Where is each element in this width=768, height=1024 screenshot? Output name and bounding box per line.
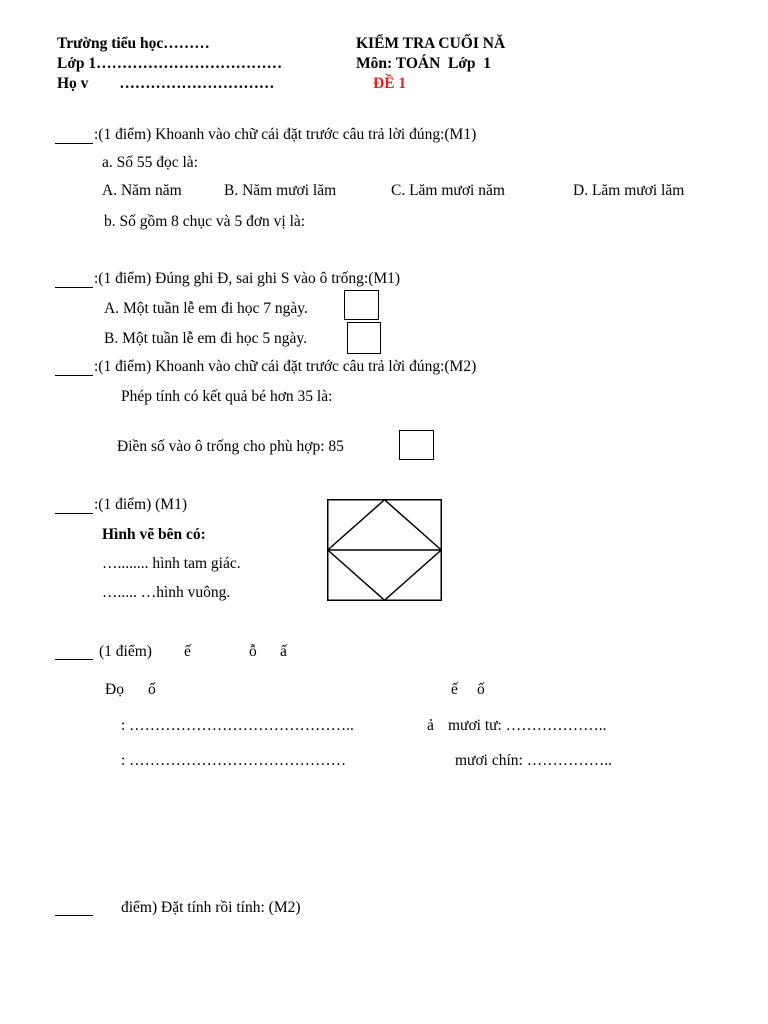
q5-row1-left: : ……………………………………..	[121, 717, 354, 734]
q4-title: :(1 điểm) (M1)	[94, 496, 187, 513]
q5-col2-head: ế	[451, 681, 458, 698]
q3-stem: Phép tính có kết quả bé hơn 35 là:	[121, 388, 333, 405]
q4-square-line: …..... …hình vuông.	[102, 584, 231, 601]
score-blank-q5	[55, 659, 93, 660]
school-field: Trường tiểu học………	[57, 35, 210, 52]
q1-option-a: A. Năm năm	[102, 182, 182, 199]
exam-code: ĐỀ 1	[373, 75, 407, 92]
q5-row2-right: mươi chín: ……………..	[455, 752, 612, 769]
q2-item-a: A. Một tuần lễ em đi học 7 ngày.	[104, 300, 308, 317]
figure-upper-triangle	[328, 500, 442, 550]
name-field: Họ v …………………………	[57, 75, 275, 92]
class-field: Lớp 1………………………………	[57, 55, 283, 72]
q2-item-b: B. Một tuần lễ em đi học 5 ngày.	[104, 330, 308, 347]
q5-title: (1 điểm)	[99, 643, 152, 660]
q5-row1-right-a: ả	[427, 717, 434, 734]
score-blank-q1	[55, 143, 93, 144]
q1-option-b: B. Năm mươi lăm	[224, 182, 337, 199]
q1-a-stem: a. Số 55 đọc là:	[102, 154, 198, 171]
q5-row2-left: : ……………………………………	[121, 752, 347, 769]
q5-col2-head-b: ố	[477, 681, 485, 698]
q2-title: :(1 điểm) Đúng ghi Đ, sai ghi S vào ô trống:(M1)	[94, 270, 401, 287]
q4-triangle-line: …........ hình tam giác.	[102, 555, 241, 572]
answer-box-b[interactable]	[347, 322, 381, 354]
exam-title: KIỂM TRA CUỐI NĂ	[356, 35, 506, 52]
q5-col1-head: Đọ	[105, 681, 124, 698]
q4-subtitle: Hình vẽ bên có:	[102, 526, 206, 543]
score-blank-q4	[55, 513, 93, 514]
q5-fragment-3: ấ	[280, 643, 287, 660]
q3-fill-text: Điền số vào ô trống cho phù hợp: 85	[117, 438, 344, 455]
q6-title: điểm) Đặt tính rồi tính: (M2)	[121, 899, 301, 916]
q1-b-stem: b. Số gồm 8 chục và 5 đơn vị là:	[104, 213, 306, 230]
score-blank-q3	[55, 375, 93, 376]
q5-fragment-1: ế	[184, 643, 191, 660]
q5-fragment-2: ỗ	[249, 643, 257, 660]
q5-row1-right-b: mươi tư: ………………..	[448, 717, 607, 734]
subject-line: Môn: TOÁN Lớp 1	[356, 55, 492, 72]
fill-box[interactable]	[399, 430, 434, 460]
q3-title: :(1 điểm) Khoanh vào chữ cái đặt trước câu trả lời đúng:(M2)	[94, 358, 477, 375]
q1-option-c: C. Lăm mươi năm	[391, 182, 505, 199]
score-blank-q2	[55, 287, 93, 288]
q1-option-d: D. Lăm mươi lăm	[573, 182, 685, 199]
q5-col1-head-b: ố	[148, 681, 156, 698]
figure-lower-triangle	[328, 550, 442, 600]
geometry-figure	[327, 499, 443, 602]
score-blank-q6	[55, 915, 93, 916]
answer-box-a[interactable]	[344, 290, 379, 320]
q1-title: :(1 điểm) Khoanh vào chữ cái đặt trước câu trả lời đúng:(M1)	[94, 126, 477, 143]
